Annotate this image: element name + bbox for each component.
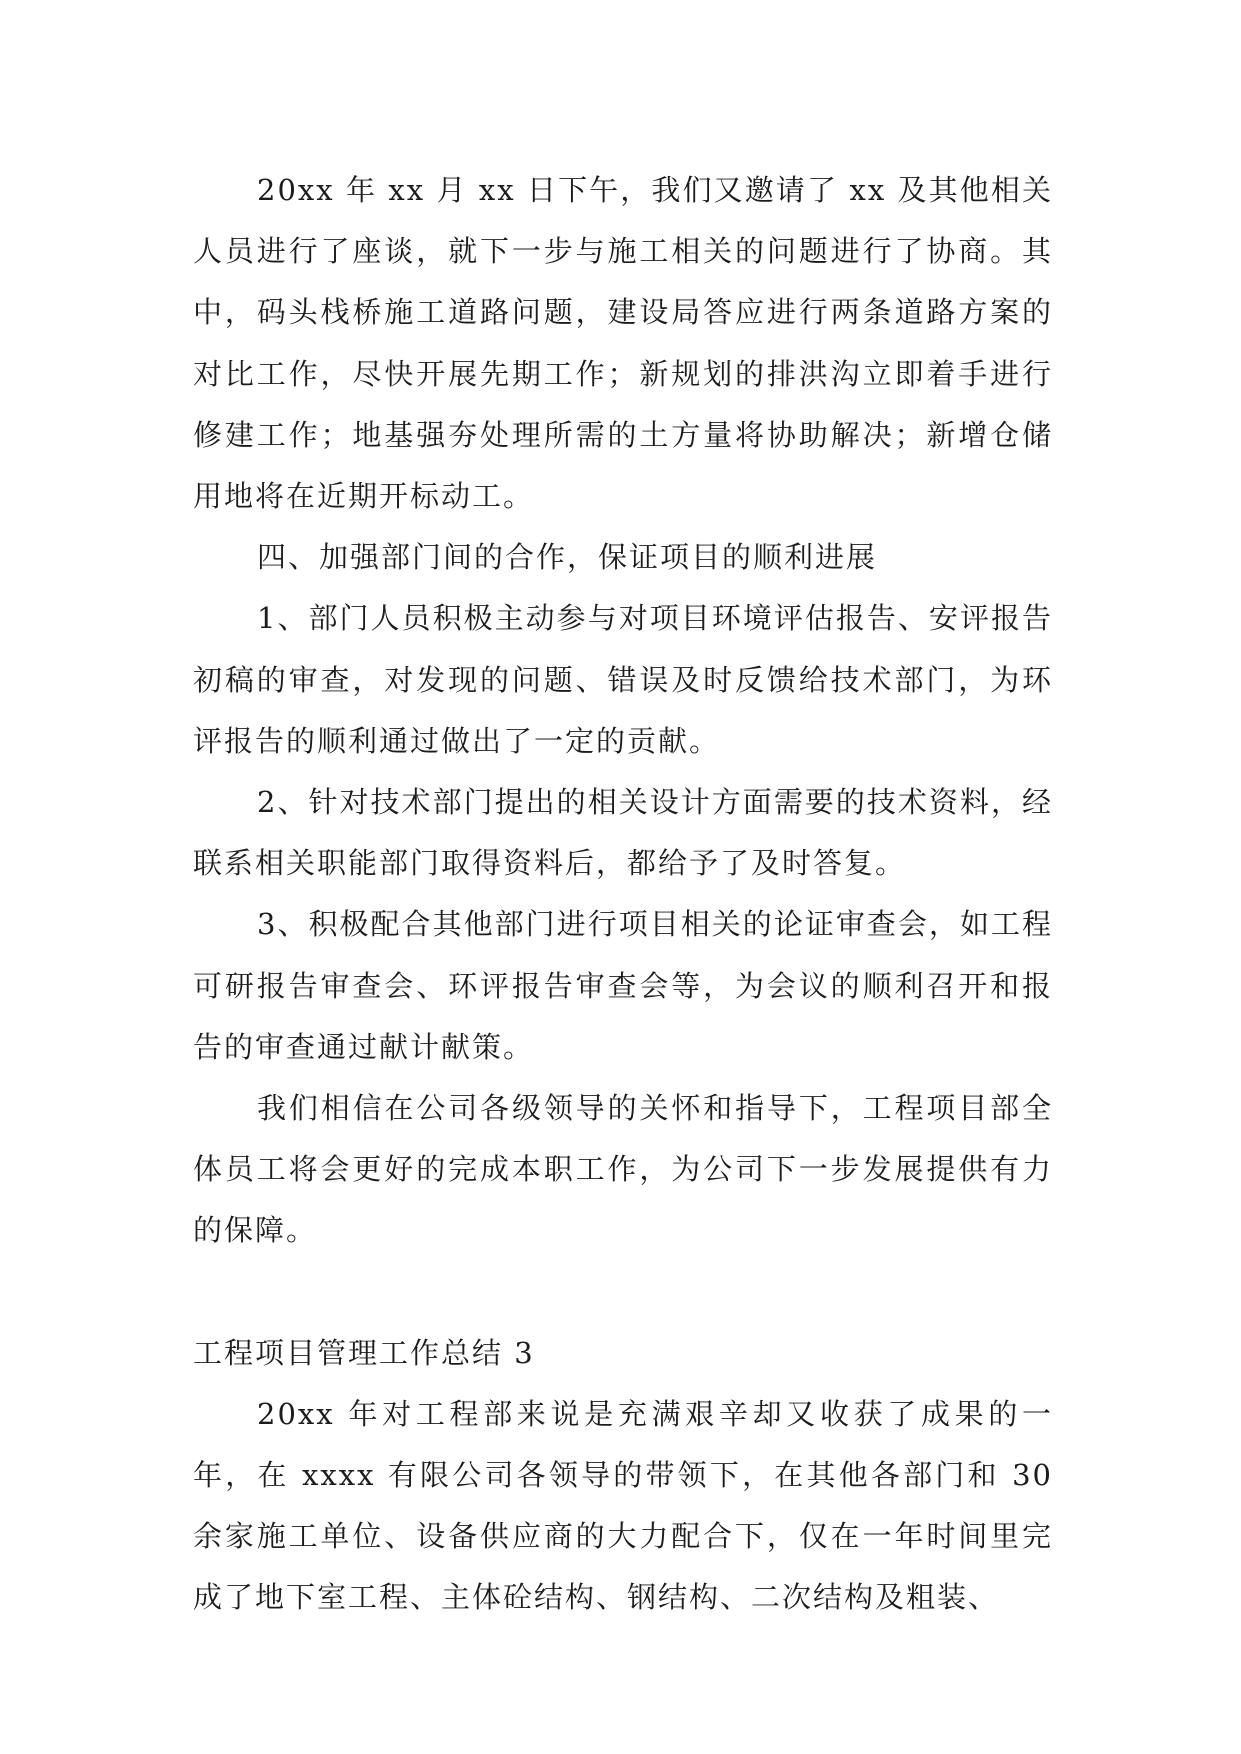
paragraph-heading-cooperation: 四、加强部门间的合作，保证项目的顺利进展 [257, 540, 878, 575]
paragraph-summary-intro: 20xx 年对工程部来说是充满艰辛却又收获了成果的一年，在 xxxx 有限公司各领导的带领下，在其他各部门和 30 余家施工单位、设备供应商的大力配合下，仅在一年时间里完成了地下室工程、主体砼结构、钢结构、二次结构及粗装、 [193, 1396, 1053, 1615]
section-title: 工程项目管理工作总结 3 [193, 1335, 535, 1370]
paragraph-item-2: 2、针对技术部门提出的相关设计方面需要的技术资料，经联系相关职能部门取得资料后，都给予了及时答复。 [193, 785, 1053, 881]
paragraph-item-1: 1、部门人员积极主动参与对项目环境评估报告、安评报告初稿的审查，对发现的问题、错误及时反馈给技术部门，为环评报告的顺利通过做出了一定的贡献。 [193, 601, 1053, 758]
paragraph-closing: 我们相信在公司各级领导的关怀和指导下，工程项目部全体员工将会更好的完成本职工作，为公司下一步发展提供有力的保障。 [193, 1091, 1053, 1248]
document-body [193, 160, 1053, 1629]
paragraph-meeting: 20xx 年 xx 月 xx 日下午，我们又邀请了 xx 及其他相关人员进行了座谈，就下一步与施工相关的问题进行了协商。其中，码头栈桥施工道路问题，建设局答应进行两条道路方案的对比工作，尽快开展先期工作；新规划的排洪沟立即着手进行修建工作；地基强夯处理所需的土方量将协助解决；新增仓储用地将在近期开标动工。 [193, 173, 1053, 514]
section-spacer [193, 1262, 1053, 1323]
paragraph-item-3: 3、积极配合其他部门进行项目相关的论证审查会，如工程可研报告审查会、环评报告审查会等，为会议的顺利召开和报告的审查通过献计献策。 [193, 907, 1053, 1064]
